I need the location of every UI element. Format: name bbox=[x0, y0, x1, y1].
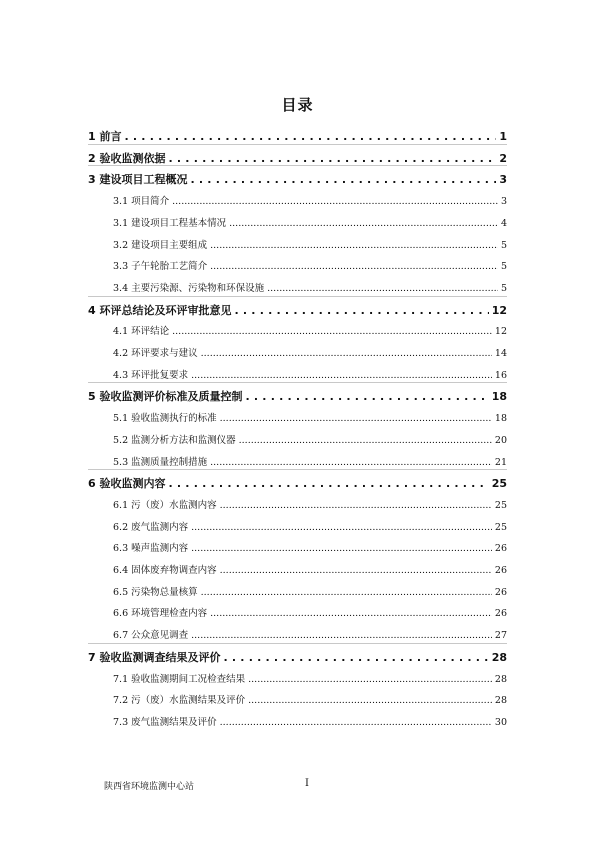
toc-entry-page-number: 25 bbox=[494, 521, 507, 533]
dot-leader bbox=[201, 587, 492, 598]
toc-section-entry[interactable] bbox=[113, 280, 507, 294]
toc-entry-page-number: 25 bbox=[494, 499, 507, 511]
toc-entry-page-number: 3 bbox=[500, 196, 507, 208]
footer-organization: 陕西省环境监测中心站 bbox=[104, 782, 195, 792]
toc-entry-page-number: 12 bbox=[491, 303, 507, 317]
toc-section-entry[interactable] bbox=[113, 237, 507, 251]
dot-leader bbox=[223, 651, 488, 664]
dot-leader bbox=[191, 522, 492, 533]
toc-entry-label: 4.3 环评批复要求 bbox=[113, 369, 189, 381]
dot-leader bbox=[168, 477, 488, 490]
toc-entry-label: 6.3 噪声监测内容 bbox=[113, 543, 189, 555]
toc-entry-label: 4.2 环评要求与建议 bbox=[113, 348, 198, 359]
toc-entry-page-number: 28 bbox=[491, 650, 507, 664]
dot-leader bbox=[220, 413, 492, 424]
dot-leader bbox=[190, 173, 496, 186]
dot-leader bbox=[229, 218, 498, 229]
toc-section-entry[interactable] bbox=[113, 258, 507, 272]
toc-entry-page-number: 28 bbox=[494, 695, 507, 707]
toc-entry-page-number: 26 bbox=[494, 586, 507, 598]
toc-entry-page-number: 28 bbox=[494, 673, 507, 685]
toc-entry-page-number: 5 bbox=[500, 239, 507, 251]
toc-section-entry[interactable] bbox=[113, 692, 507, 706]
toc-entry-label: 7.2 污（废）水监测结果及评价 bbox=[113, 695, 246, 707]
toc-entry-label: 6 验收监测内容 bbox=[88, 477, 166, 491]
toc-section-entry[interactable] bbox=[113, 714, 507, 728]
toc-entry-page-number: 1 bbox=[499, 130, 507, 143]
dot-leader bbox=[234, 304, 488, 317]
toc-chapter-entry[interactable] bbox=[88, 128, 507, 144]
dot-leader bbox=[245, 390, 488, 403]
toc-section-entry[interactable] bbox=[113, 671, 507, 685]
toc-entry-label: 1 前言 bbox=[88, 130, 122, 143]
dot-leader bbox=[191, 370, 492, 381]
toc-section-entry[interactable] bbox=[113, 562, 507, 576]
toc-entry-page-number: 30 bbox=[494, 716, 507, 728]
toc-section-entry[interactable] bbox=[113, 345, 507, 359]
toc-entry-label: 5.3 监测质量控制措施 bbox=[113, 456, 208, 468]
dot-leader bbox=[191, 630, 492, 641]
toc-entry-label: 3.3 子午轮胎工艺简介 bbox=[113, 261, 208, 273]
toc-section-entry[interactable] bbox=[113, 605, 507, 619]
dot-leader bbox=[220, 565, 492, 576]
toc-section-entry[interactable] bbox=[113, 367, 507, 381]
section-divider bbox=[88, 382, 507, 383]
toc-entry-label: 6.2 废气监测内容 bbox=[113, 521, 189, 533]
toc-chapter-entry[interactable] bbox=[88, 171, 507, 187]
dot-leader bbox=[210, 608, 492, 619]
toc-section-entry[interactable] bbox=[113, 323, 507, 337]
toc-entry-label: 4.1 环评结论 bbox=[113, 326, 170, 338]
toc-entry-page-number: 18 bbox=[494, 413, 507, 425]
dot-leader bbox=[267, 283, 498, 294]
toc-entry-label: 5.1 验收监测执行的标准 bbox=[113, 413, 217, 425]
toc-entry-page-number: 5 bbox=[500, 261, 507, 273]
toc-section-entry[interactable] bbox=[113, 584, 507, 598]
section-divider bbox=[88, 165, 507, 166]
toc-section-entry[interactable] bbox=[113, 497, 507, 511]
section-divider bbox=[88, 469, 507, 470]
footer-page-number: I bbox=[305, 778, 309, 789]
dot-leader bbox=[220, 717, 492, 728]
toc-entry-page-number: 14 bbox=[494, 348, 507, 359]
toc-section-entry[interactable] bbox=[113, 193, 507, 207]
toc-entry-page-number: 3 bbox=[499, 173, 507, 187]
toc-chapter-entry[interactable] bbox=[88, 649, 507, 665]
toc-entry-label: 5 验收监测评价标准及质量控制 bbox=[88, 390, 243, 404]
toc-entry-label: 3.1 项目简介 bbox=[113, 196, 170, 208]
toc-entry-page-number: 26 bbox=[494, 565, 507, 576]
toc-title: 目录 bbox=[281, 96, 314, 114]
toc-entry-page-number: 25 bbox=[491, 477, 507, 491]
toc-entry-label: 6.4 固体废弃物调查内容 bbox=[113, 565, 217, 576]
toc-entry-label: 6.7 公众意见调查 bbox=[113, 630, 189, 642]
toc-entry-label: 5.2 监测分析方法和监测仪器 bbox=[113, 434, 236, 446]
toc-entry-label: 7.3 废气监测结果及评价 bbox=[113, 716, 217, 728]
dot-leader bbox=[191, 543, 492, 554]
toc-section-entry[interactable] bbox=[113, 410, 507, 424]
toc-chapter-entry[interactable] bbox=[88, 150, 507, 166]
section-divider bbox=[88, 643, 507, 644]
toc-entry-page-number: 4 bbox=[500, 217, 507, 229]
toc-section-entry[interactable] bbox=[113, 215, 507, 229]
dot-leader bbox=[172, 196, 498, 207]
toc-entry-page-number: 18 bbox=[491, 390, 507, 404]
toc-entry-page-number: 16 bbox=[494, 369, 507, 381]
toc-section-entry[interactable] bbox=[113, 540, 507, 554]
toc-entry-label: 6.5 污染物总量核算 bbox=[113, 586, 198, 598]
toc-entry-page-number: 12 bbox=[494, 326, 507, 338]
dot-leader bbox=[248, 674, 492, 685]
toc-entry-label: 6.1 污（废）水监测内容 bbox=[113, 499, 217, 511]
dot-leader bbox=[124, 130, 496, 143]
toc-entry-label: 6.6 环境管理检查内容 bbox=[113, 608, 208, 620]
toc-section-entry[interactable] bbox=[113, 519, 507, 533]
dot-leader bbox=[168, 152, 496, 165]
toc-entry-page-number: 26 bbox=[494, 608, 507, 620]
toc-chapter-entry[interactable] bbox=[88, 475, 507, 491]
section-divider bbox=[88, 144, 507, 145]
toc-entry-label: 3.1 建设项目工程基本情况 bbox=[113, 217, 227, 229]
dot-leader bbox=[201, 348, 492, 359]
section-divider bbox=[88, 296, 507, 297]
dot-leader bbox=[239, 435, 492, 446]
toc-entry-page-number: 26 bbox=[494, 543, 507, 555]
toc-entry-label: 3 建设项目工程概况 bbox=[88, 173, 188, 187]
dot-leader bbox=[210, 261, 498, 272]
dot-leader bbox=[210, 457, 492, 468]
toc-entry-label: 3.2 建设项目主要组成 bbox=[113, 239, 208, 251]
toc-entry-label: 7.1 验收监测期间工况检查结果 bbox=[113, 673, 246, 685]
toc-entry-label: 7 验收监测调查结果及评价 bbox=[88, 650, 221, 664]
dot-leader bbox=[210, 240, 498, 251]
toc-section-entry[interactable] bbox=[113, 432, 507, 446]
toc-entry-label: 4 环评总结论及环评审批意见 bbox=[88, 303, 232, 317]
toc-entry-page-number: 20 bbox=[494, 434, 507, 446]
toc-section-entry[interactable] bbox=[113, 454, 507, 468]
toc-entry-page-number: 5 bbox=[500, 282, 507, 294]
toc-entry-page-number: 27 bbox=[494, 630, 507, 642]
toc-entry-label: 2 验收监测依据 bbox=[88, 151, 166, 165]
dot-leader bbox=[172, 326, 492, 337]
toc-chapter-entry[interactable] bbox=[88, 302, 507, 318]
dot-leader bbox=[248, 695, 492, 706]
toc-section-entry[interactable] bbox=[113, 627, 507, 641]
dot-leader bbox=[220, 500, 492, 511]
toc-entry-page-number: 21 bbox=[494, 456, 507, 468]
toc-chapter-entry[interactable] bbox=[88, 388, 507, 404]
toc-entry-page-number: 2 bbox=[499, 151, 507, 165]
toc-entry-label: 3.4 主要污染源、污染物和环保设施 bbox=[113, 282, 265, 294]
